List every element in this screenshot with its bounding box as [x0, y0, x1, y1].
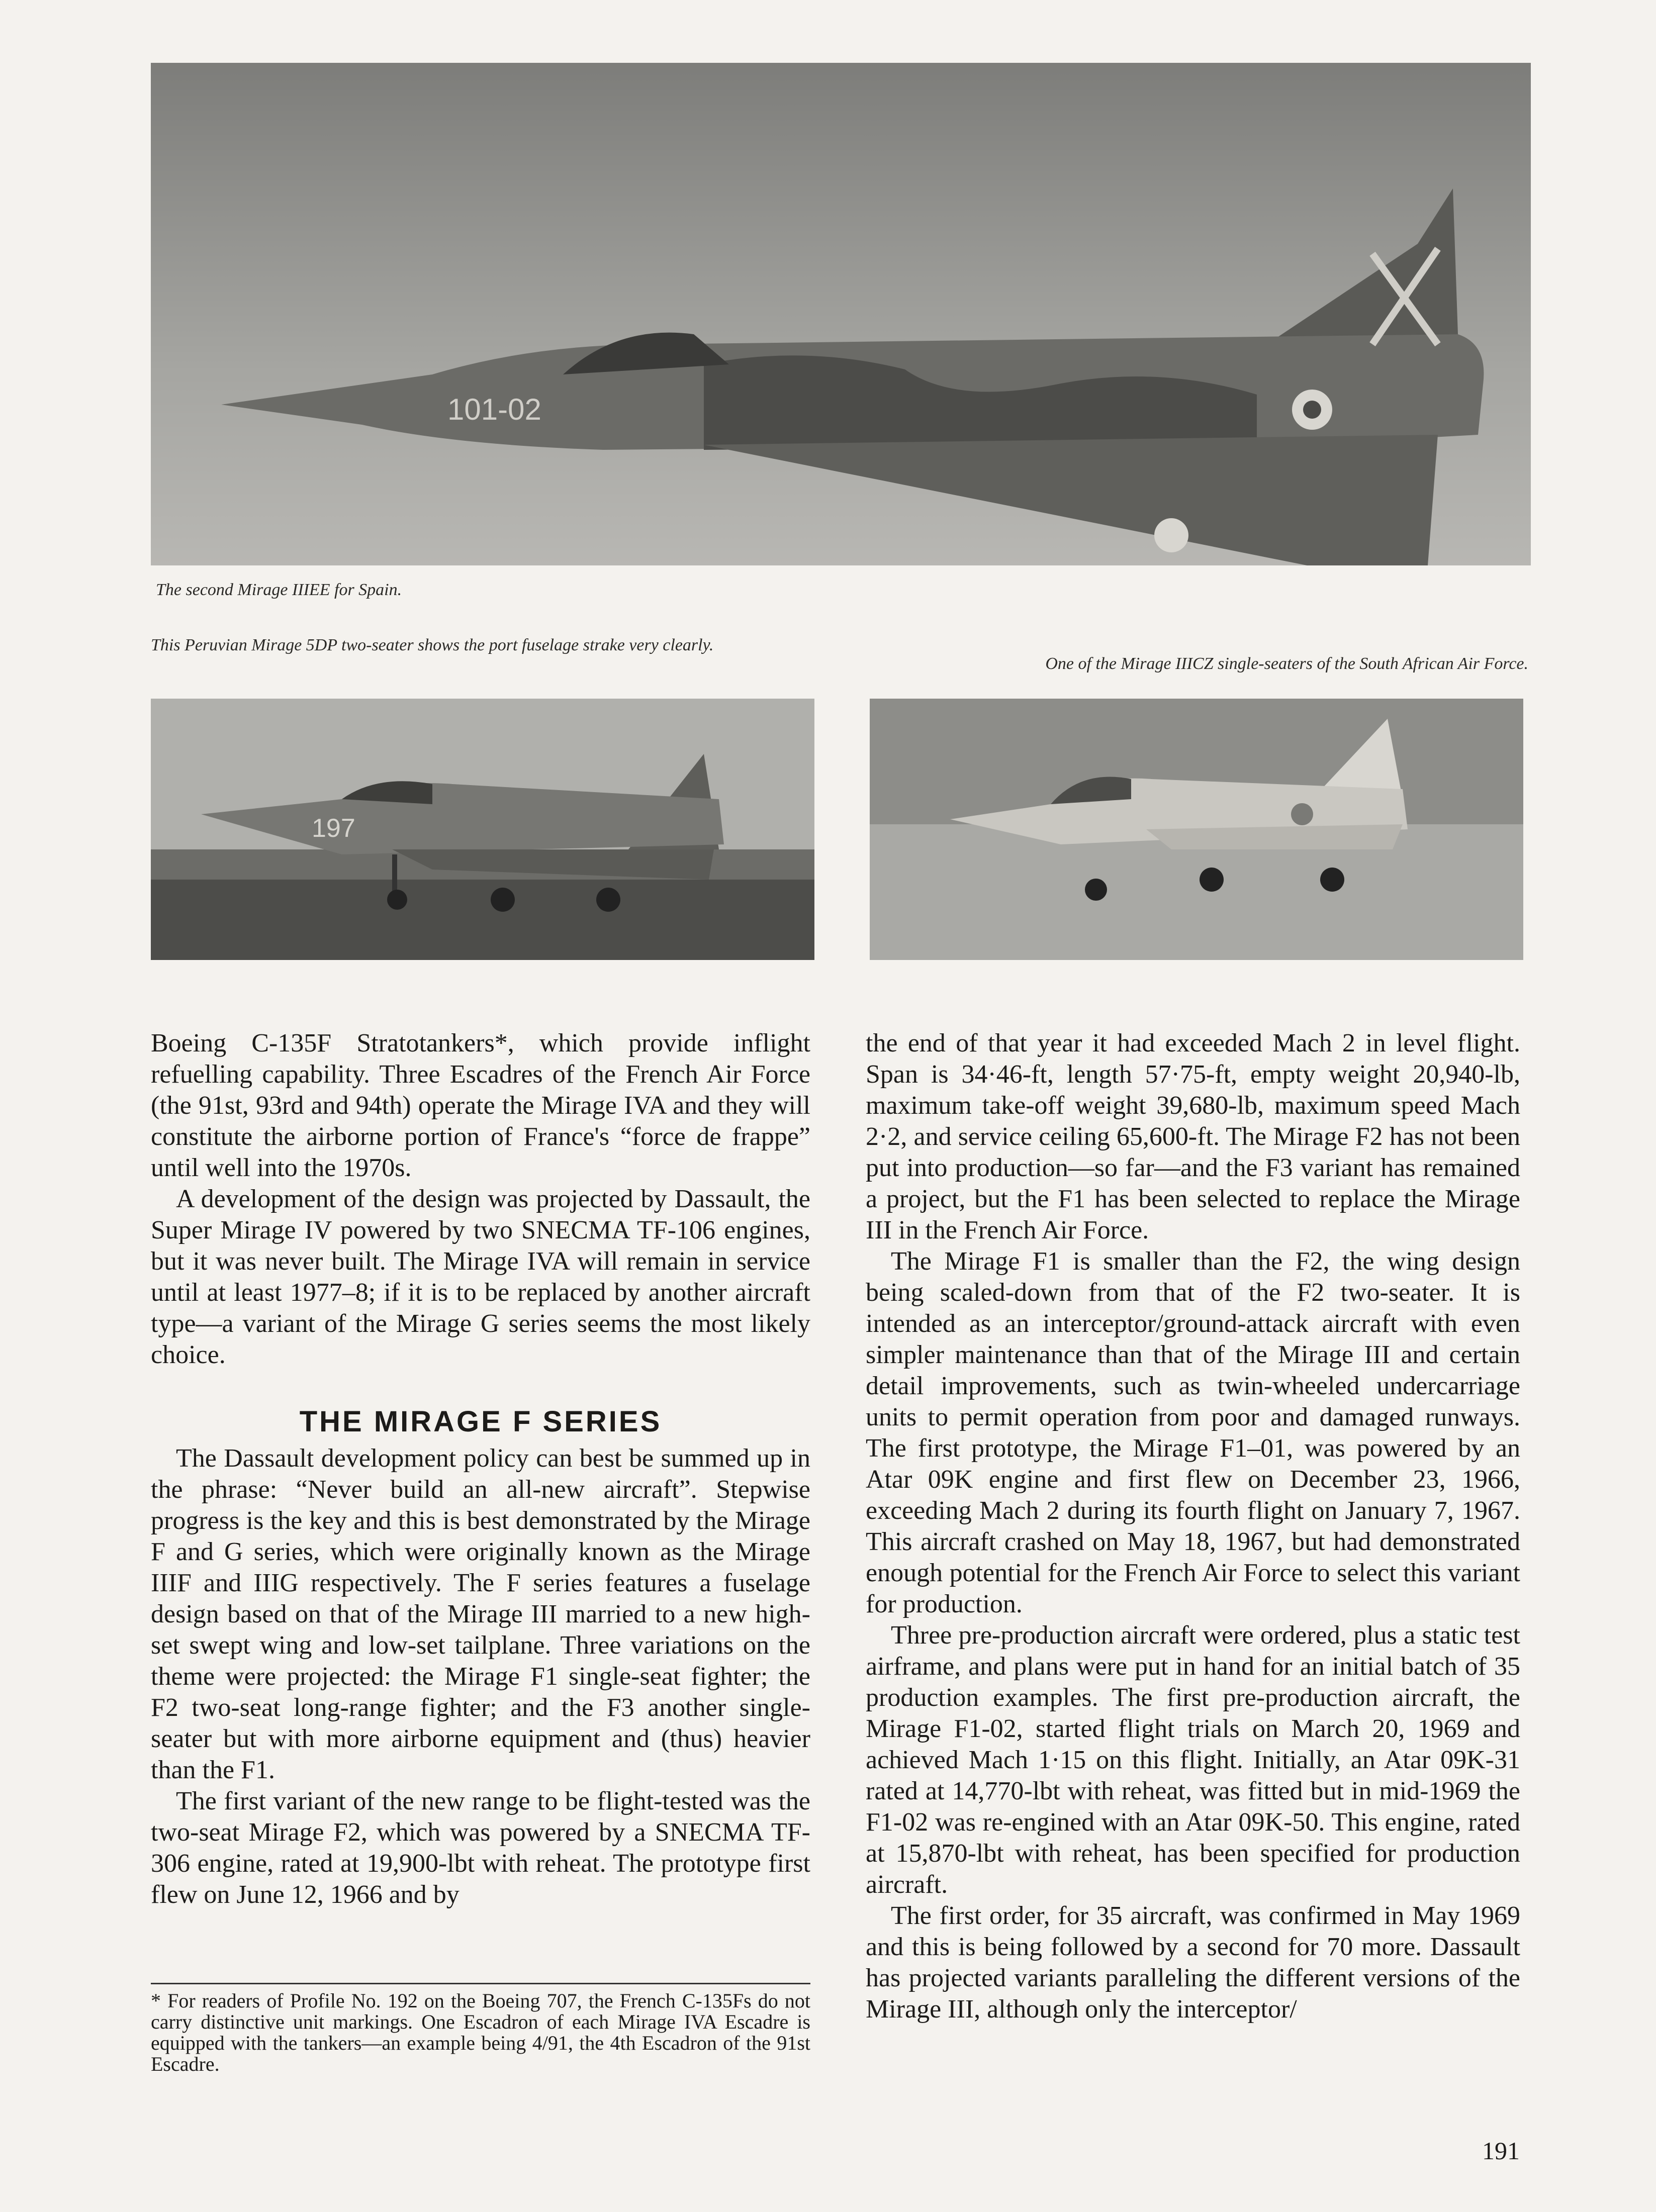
left-text-column [151, 1028, 810, 1910]
footnote: * For readers of Profile No. 192 on the Boeing 707, the French C-135Fs do not carry distinctive unit markings. One Escadron of each Mirage IVA Escadre is equipped with the tankers—an example being 4/91, the 4th Escadron of the 91st Escadre. [151, 1989, 810, 2075]
mirage-iiicz-illustration [870, 699, 1523, 960]
top-photo-serial: 101-02 [447, 393, 541, 426]
left-paragraph-2: A development of the design was projected by Dassault, the Super Mirage IV powered by two SNECMA TF-106 engines, but it was never built. The Mirage IVA will remain in service until at least 1977–8; if it is to be replaced by another aircraft type—a variant of the Mirage G series seems the most likely choice. [151, 1185, 810, 1369]
photo-mirage-5dp [151, 699, 814, 960]
photo-mirage-iiiee [151, 63, 1531, 565]
right-paragraph-1: the end of that year it had exceeded Mach 2 in level flight. Span is 34·46-ft, length 57·75-ft, empty weight 20,940-lb, maximum take-off weight 39,680-lb, maximum speed Mach 2·2, and service ceiling 65,600-ft. The Mirage F2 has not been put into production—so far—and the F3 variant has remained a project, but the F1 has been selected to replace the Mirage III in the French Air Force. [866, 1029, 1520, 1244]
left-paragraph-1: Boeing C-135F Stratotankers*, which provide inflight refuelling capability. Three Escadres of the French Air Force (the 91st, 93rd and 94th) operate the Mirage IVA and they will constitute the airborne portion of France's “force de frappe” until well into the 1970s. [151, 1029, 810, 1182]
footnote-divider [151, 1983, 810, 1984]
mirage-5dp-illustration [151, 699, 814, 960]
left-paragraph-3: The Dassault development policy can best be summed up in the phrase: “Never build an all-new aircraft”. Stepwise progress is the key and this is best demonstrated by the Mirage F and G series, which were originally known as the Mirage IIIF and IIIG respectively. The F series features a fuselage design based on that of the Mirage III married to a new high-set swept wing and low-set tailplane. Three variations on the theme were projected: the Mirage F1 single-seat fighter; the F2 two-seat long-range fighter; and the F3 another single-seater but with more airborne equipment and (thus) heavier than the F1. [151, 1444, 810, 1784]
right-paragraph-2: The Mirage F1 is smaller than the F2, the wing design being scaled-down from that of the F2 two-seater. It is intended as an interceptor/ground-attack aircraft with even simpler maintenance than that of the Mirage III and certain detail improvements, such as twin-wheeled undercarriage units to permit operation from poor and damaged runways. The first prototype, the Mirage F1–01, was powered by an Atar 09K engine and first flew on December 23, 1966, exceeding Mach 2 during its fourth flight on January 7, 1967. This aircraft crashed on May 18, 1967, but had demonstrated enough potential for the French Air Force to select this variant for production. [866, 1247, 1520, 1618]
right-text-column [866, 1028, 1520, 2025]
right-paragraph-4: The first order, for 35 aircraft, was confirmed in May 1969 and this is being followed by a second for 70 more. Dassault has projected variants paralleling the different versions of the Mirage III, although only the interceptor/ [866, 1901, 1520, 2024]
caption-top-photo: The second Mirage IIIEE for Spain. [156, 581, 402, 599]
mirage-iiiee-illustration [151, 63, 1531, 565]
left-photo-serial: 197 [312, 814, 355, 843]
right-paragraph-3: Three pre-production aircraft were ordered, plus a static test airframe, and plans were put in hand for an initial batch of 35 production examples. The first pre-production aircraft, the Mirage F1-02, started flight trials on March 20, 1969 and achieved Mach 1·15 on this flight. Initially, an Atar 09K-31 rated at 14,770-lbt with reheat, was fitted but in mid-1969 the F1-02 was re-engined with an Atar 09K-50. This engine, rated at 15,870-lbt with reheat, has been specified for production aircraft. [866, 1621, 1520, 1899]
caption-left-photo: This Peruvian Mirage 5DP two-seater shows the port fuselage strake very clearly. [151, 636, 714, 654]
page-number: 191 [1482, 2137, 1520, 2165]
left-paragraph-4: The first variant of the new range to be flight-tested was the two-seat Mirage F2, which was powered by a SNECMA TF-306 engine, rated at 19,900-lbt with reheat. The prototype first flew on June 12, 1966 and by [151, 1787, 810, 1909]
caption-right-photo: One of the Mirage IIICZ single-seaters of the South African Air Force. [1045, 654, 1528, 673]
section-heading: THE MIRAGE F SERIES [299, 1405, 662, 1438]
photo-mirage-iiicz [870, 699, 1523, 960]
